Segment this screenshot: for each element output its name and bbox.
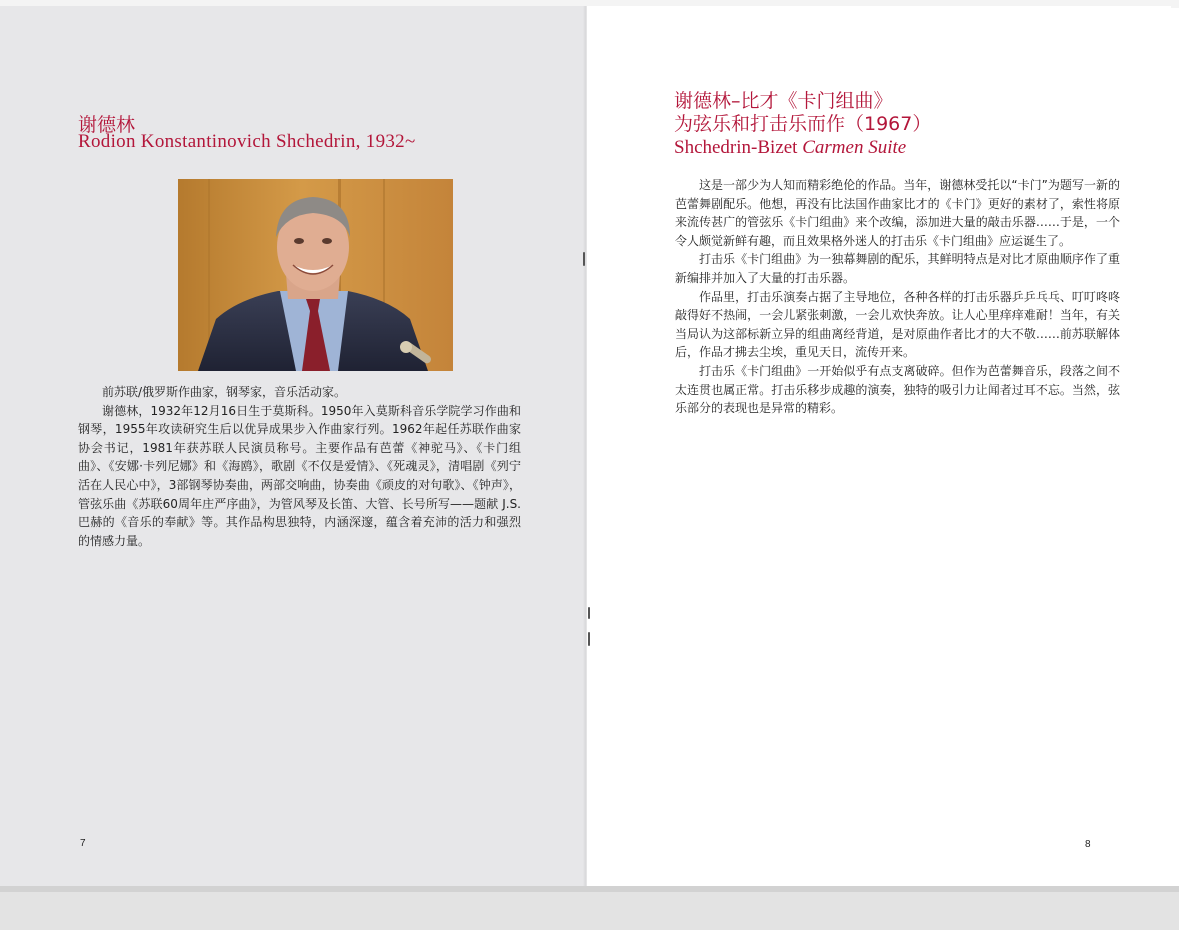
bio-paragraph: 谢德林，1932年12月16日生于莫斯科。1950年入莫斯科音乐学院学习作曲和钢琴，1955年攻读研究生后以优异成果步入作曲家行列。1962年起任苏联作曲家协会书记，1981年获苏联人民演员称号。主要作品有芭蕾《神驼马》、《卡门组曲》、《安娜·卡列尼娜》和《海鸥》，歌剧《不仅是爱情》、《死魂灵》，清唱剧《列宁活在人民心中》，3部钢琴协奏曲，两部交响曲，协奏曲《顽皮的对句歌》、《钟声》，管弦乐曲《苏联60周年庄严序曲》，为管风琴及长笛、大管、长号所写——题献 J.S.巴赫的《音乐的奉献》等。其作品构思独特，内涵深邃，蕴含着充沛的活力和强烈的情感力量。 (78, 403, 521, 548)
work-title-line-2: 为弦乐和打击乐而作（1967） (674, 113, 932, 135)
scan-bottom-edge (0, 886, 1179, 930)
description-paragraph: 打击乐《卡门组曲》一开始似乎有点支离破碎。但作为芭蕾舞音乐，段落之间不太连贯也属正常。打击乐移步成趣的演奏，独特的吸引力让闻者过耳不忘。当然，弦乐部分的表现也是异常的精彩。 (675, 363, 1120, 416)
description-paragraph: 打击乐《卡门组曲》为一独幕舞剧的配乐，其鲜明特点是对比才原曲顺序作了重新编排并加入了大量的打击乐器。 (675, 252, 1120, 285)
staple-mark (583, 252, 585, 266)
composer-name-english: Rodion Konstantinovich Shchedrin, 1932~ (78, 131, 416, 152)
work-title-line-1: 谢德林–比才《卡门组曲》 (674, 90, 893, 112)
left-page (0, 6, 587, 886)
work-title-english-plain: Shchedrin-Bizet (674, 137, 803, 158)
bio-paragraph: 前苏联/俄罗斯作曲家，钢琴家，音乐活动家。 (102, 385, 347, 399)
work-title-english-italic: Carmen Suite (802, 137, 907, 158)
page-number-left: 7 (80, 838, 86, 849)
work-title-chinese (674, 90, 931, 136)
composer-portrait-photo (178, 179, 453, 371)
right-page (587, 6, 1171, 886)
composer-biography (78, 383, 521, 550)
portrait-illustration (178, 179, 453, 371)
composer-name-chinese: 谢德林 (78, 114, 136, 136)
page-number-right: 8 (1085, 839, 1091, 850)
description-paragraph: 作品里，打击乐演奏占据了主导地位，各种各样的打击乐器乒乒乓乓、叮叮咚咚敲得好不热闹，一会儿紧张刺激，一会儿欢快奔放。让人心里痒痒难耐！当年，有关当局认为这部标新立异的组曲离经背道，是对原曲作者比才的大不敬……前苏联解体后，作品才拂去尘埃，重见天日，流传开来。 (675, 289, 1120, 360)
work-description (675, 176, 1120, 418)
staple-mark (588, 632, 590, 646)
work-title-english (674, 137, 906, 159)
booklet-spread (0, 6, 1171, 886)
description-paragraph: 这是一部少为人知而精彩绝伦的作品。当年，谢德林受托以“卡门”为题写一新的芭蕾舞剧配乐。他想，再没有比法国作曲家比才的《卡门》更好的素材了，索性将原来流传甚广的管弦乐《卡门组曲》来个改编，添加进大量的敲击乐器……于是，一个令人颇觉新鲜有趣，而且效果格外迷人的打击乐《卡门组曲》应运诞生了。 (675, 178, 1120, 248)
staple-mark (588, 607, 590, 619)
